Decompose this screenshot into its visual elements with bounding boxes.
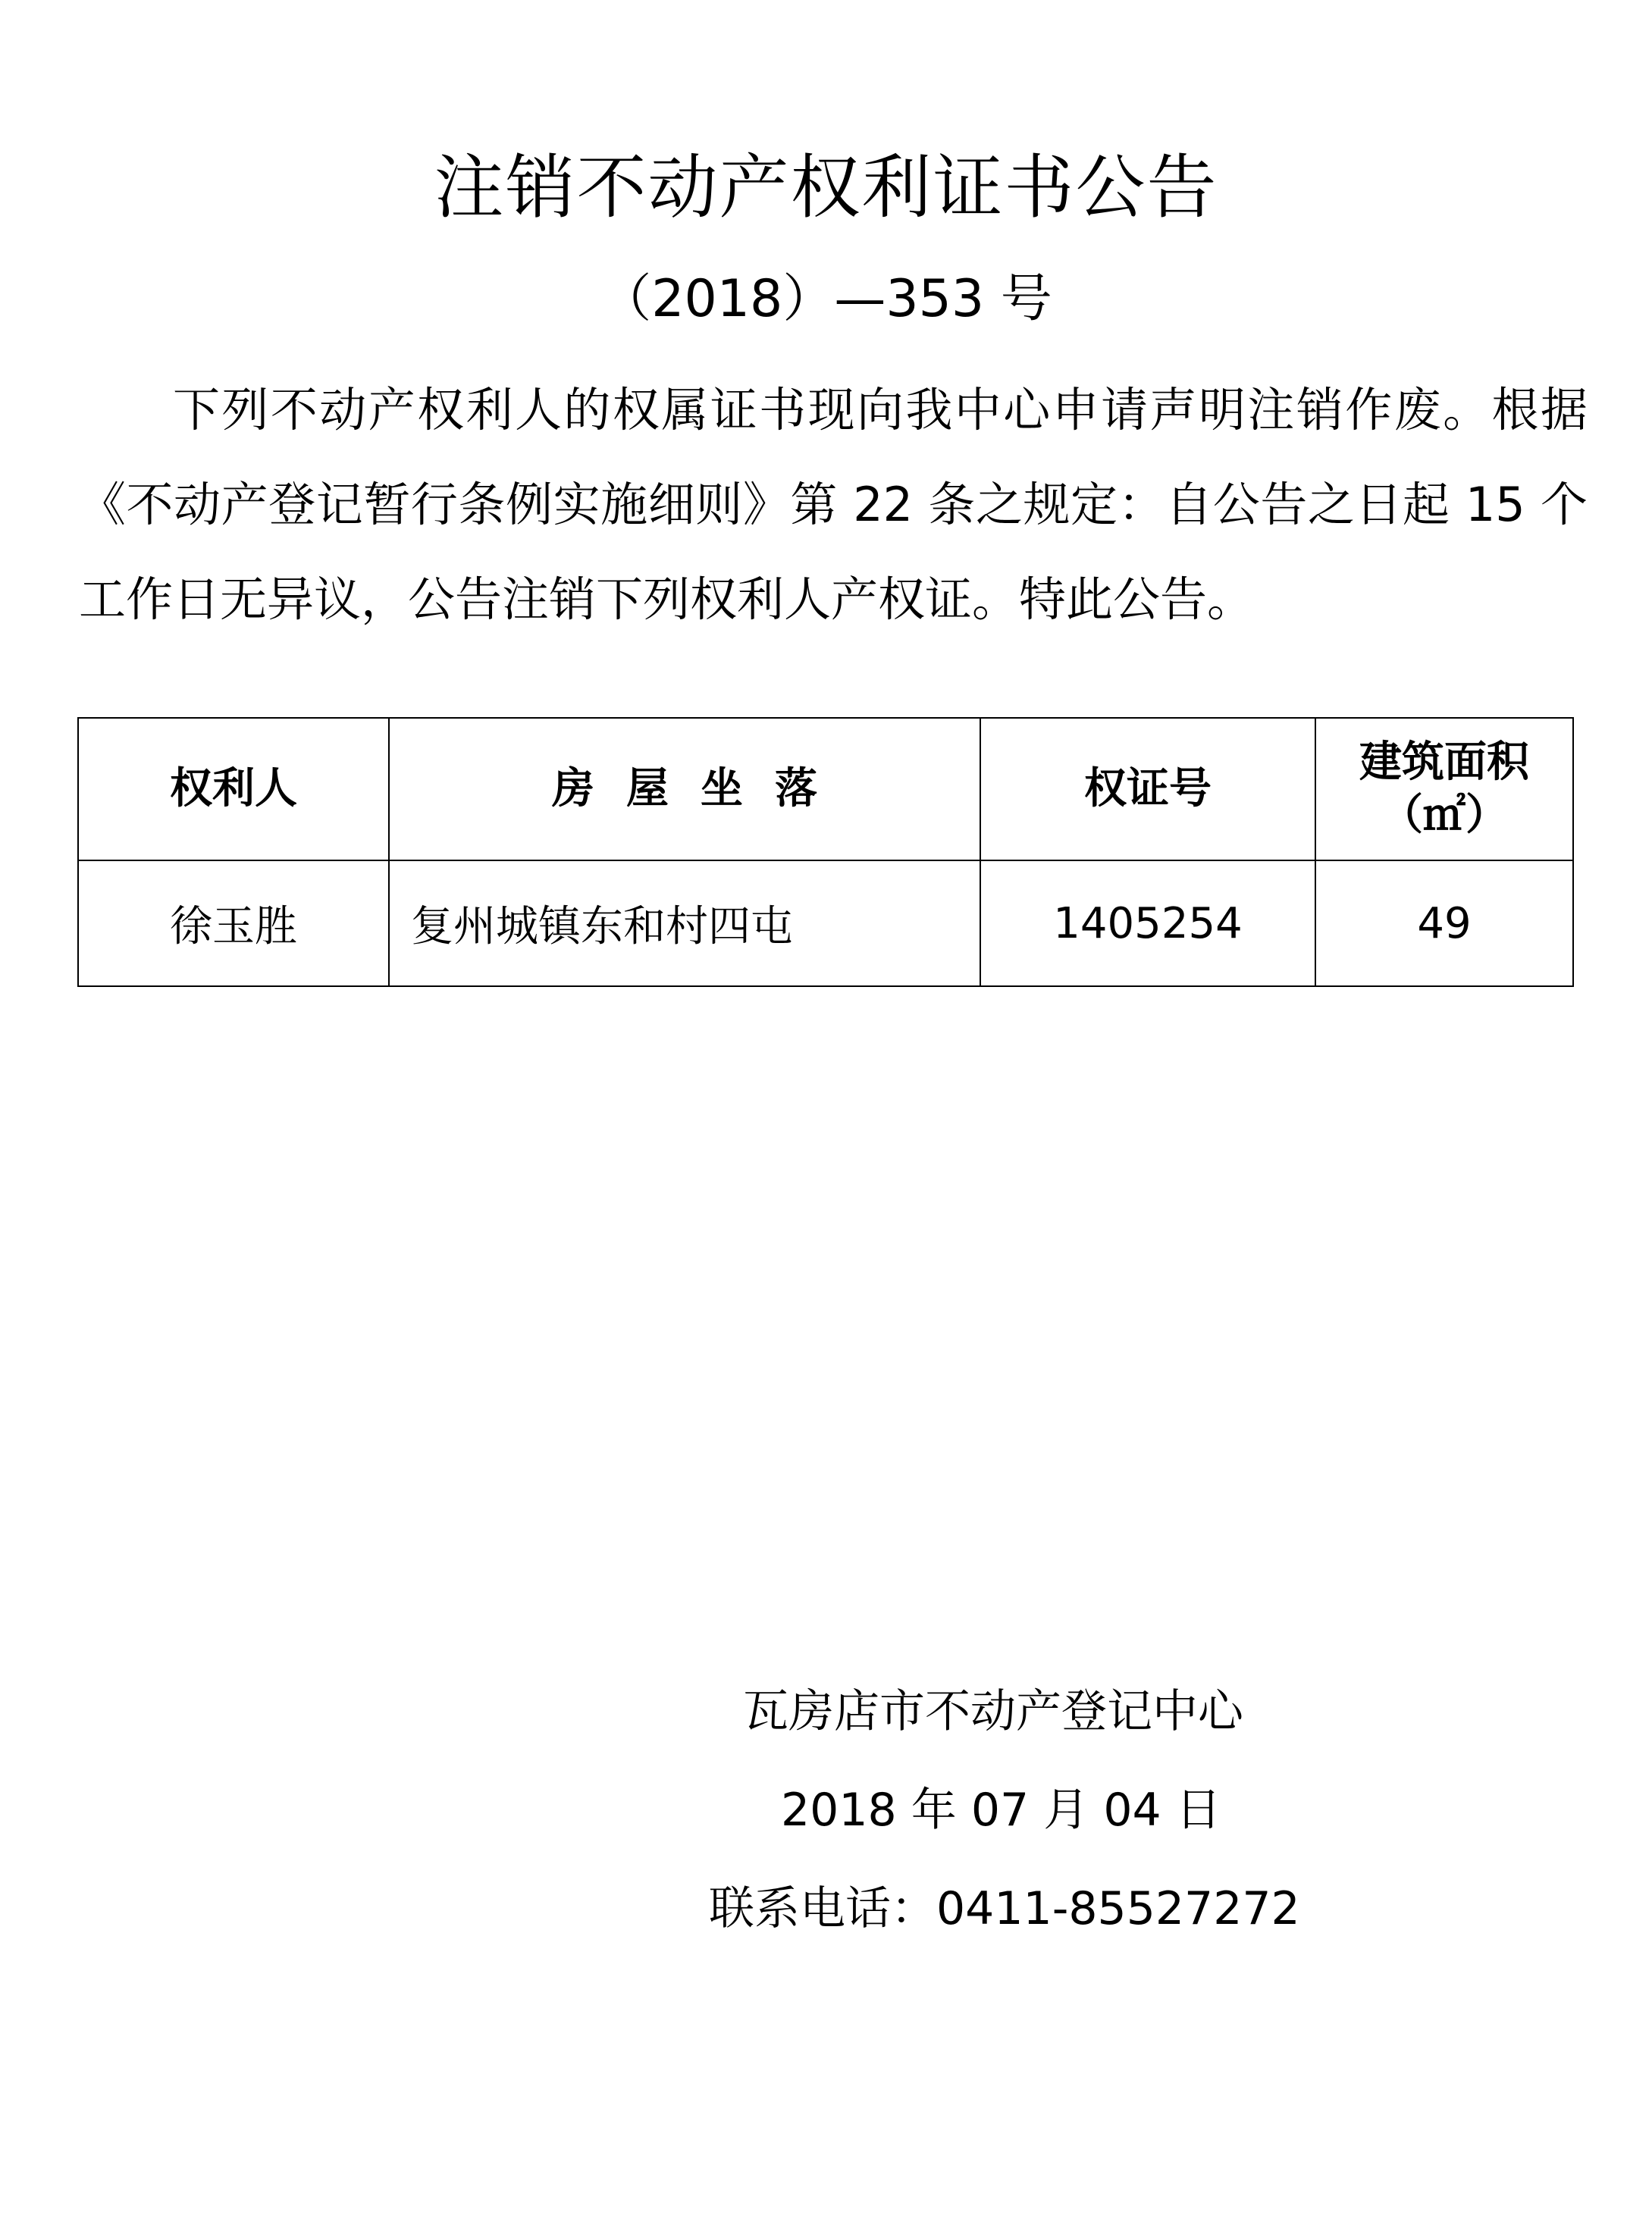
header-location-label: 房屋坐落: [552, 764, 849, 813]
footer-date: 2018 年 07 月 04 日: [781, 1784, 1221, 1837]
table-header-row: [78, 718, 1573, 860]
header-location: [389, 718, 980, 860]
header-holder: [78, 718, 389, 860]
cell-holder: 徐玉胜: [78, 860, 389, 986]
header-area-unit: （㎡）: [1381, 791, 1508, 840]
records-table: [77, 717, 1574, 987]
table-row: [78, 860, 1573, 986]
header-cert-no: [980, 718, 1315, 860]
header-area-label: 建筑面积: [1359, 738, 1529, 787]
notice-paragraph: 下列不动产权利人的权属证书现向我中心申请声明注销作废。根据《不动产登记暂行条例实施细则》第 22 条之规定：自公告之日起 15 个工作日无异议，公告注销下列权利人产权证。特此公告。: [79, 382, 1588, 627]
cell-cert-no: 1405254: [980, 860, 1315, 986]
notice-number: （2018）—353 号: [600, 269, 1052, 329]
footer-organization: 瓦房店市不动产登记中心: [743, 1685, 1243, 1738]
header-area: [1315, 718, 1573, 860]
cell-location: 复州城镇东和村四屯: [389, 860, 980, 986]
notice-body: [79, 362, 1588, 647]
footer-phone: 联系电话：0411-85527272: [709, 1882, 1300, 1935]
header-holder-label: 权利人: [170, 764, 297, 813]
cell-area: 49: [1315, 860, 1573, 986]
notice-title: 注销不动产权利证书公告: [434, 147, 1218, 228]
header-cert-no-label: 权证号: [1084, 764, 1212, 813]
